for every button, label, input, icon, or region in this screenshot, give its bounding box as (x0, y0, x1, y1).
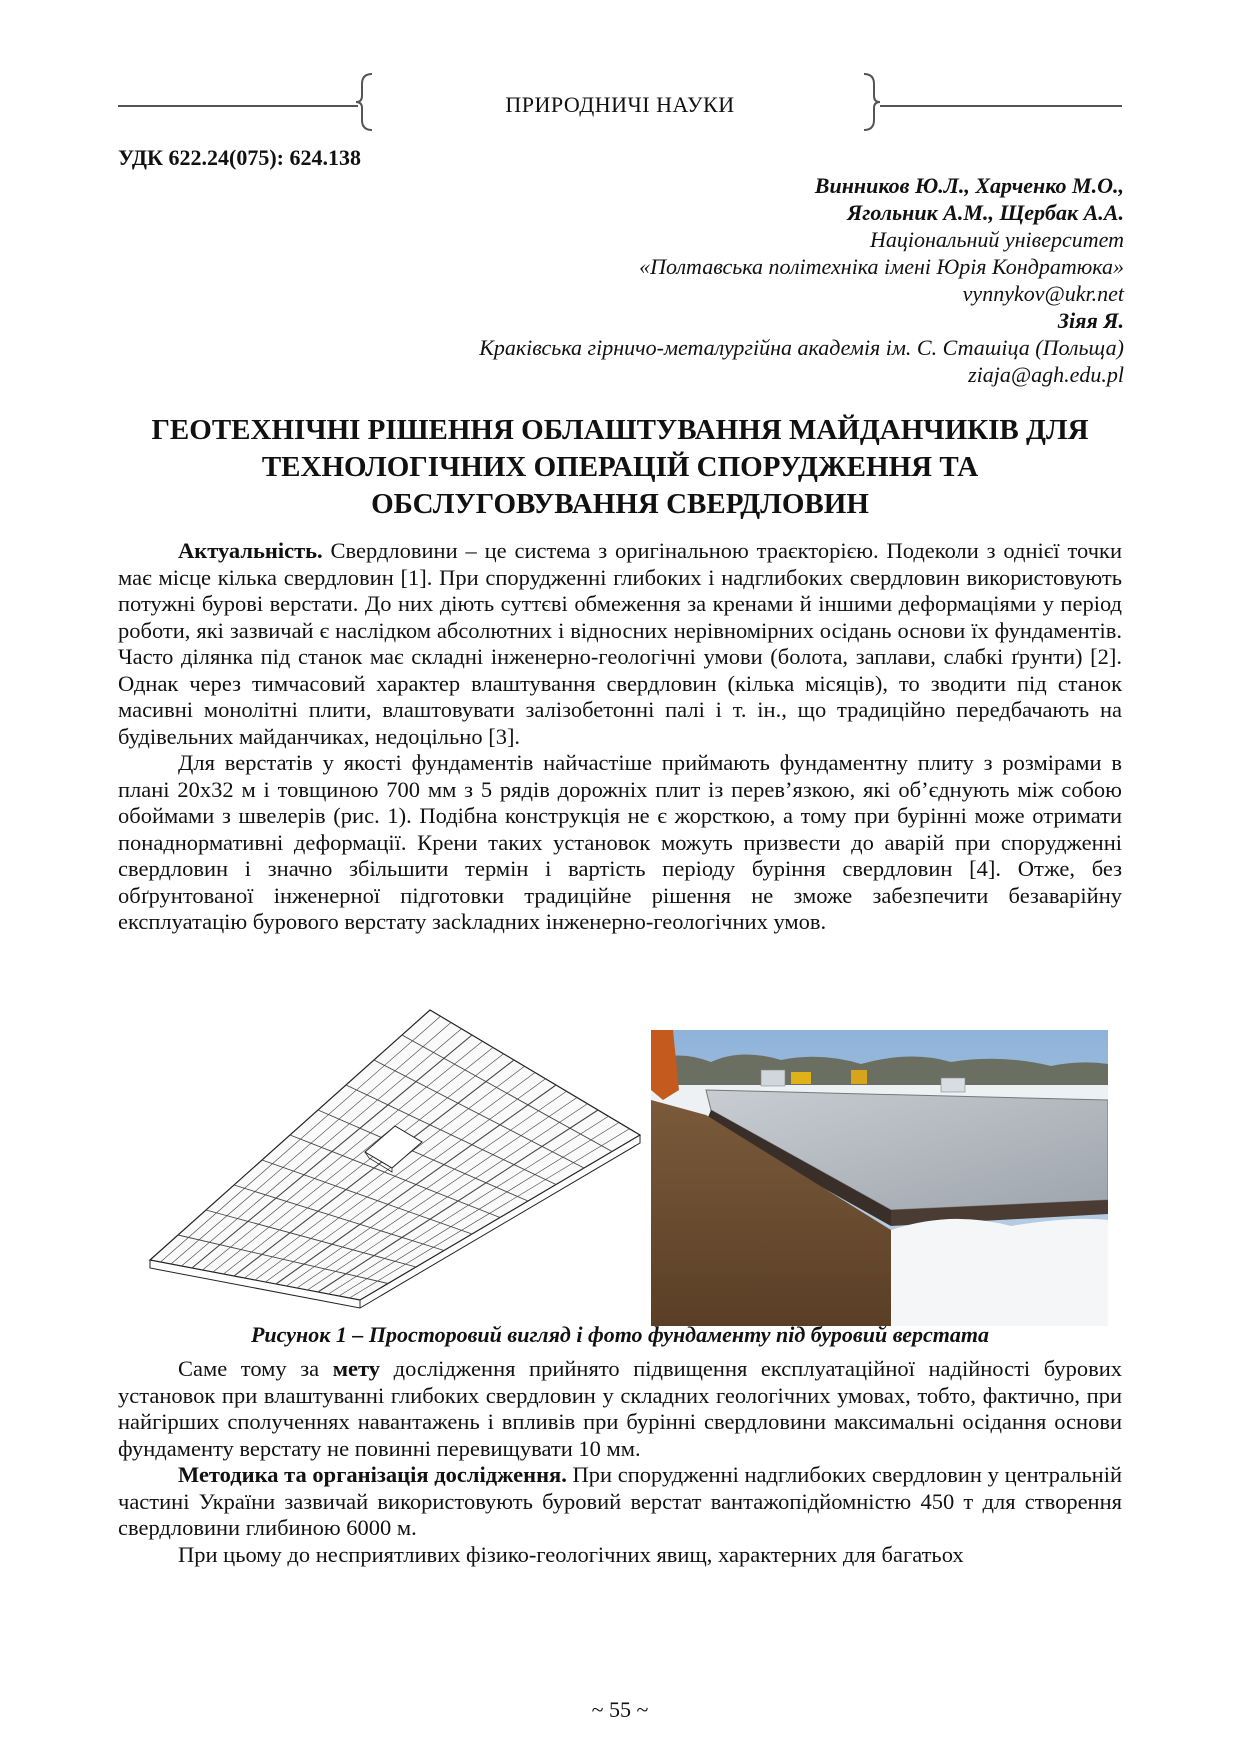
goal-text: дослідження прийнято підвищення експлуатаційної надійності бурових установок при влаштуванні глибоких свердловин у складних геологічних умовах, тобто, фактично, при найгірших сполученнях навантажень і впливів при бурінні свердловини максимальні осідання основи фундаменту верстату не повинні перевищувати 10 мм. (118, 1356, 1122, 1461)
email-2: ziaja@agh.edu.pl (968, 362, 1124, 387)
goal-heading: мету (332, 1356, 381, 1381)
authors-block (224, 172, 1124, 388)
relevance-text: Свердловини – це система з оригінальною траєкторією. Подеколи з однієї точки має місце кілька свердловин [1]. При спорудженні глибоких і надглибоких свердловин використовують потужні бурові верстати. До них діють суттєві обмеження за кренами й іншими деформаціями у період роботи, які зазвичай є наслідком абсолютних і відносних нерівномірних осідань основи їх фундаментів. Часто ділянка під станок має складні інженерно-геологічні умови (болота, заплави, слабкі ґрунти) [2]. Однак через тимчасовий характер влаштування свердловин (кілька місяців), то зводити під станок масивні монолітні плити, влаштовувати залізобетонні палі і т. ін., що традиційно передбачають на будівельних майданчиках, недоцільно [3]. (118, 538, 1122, 749)
method-text: При спорудженні надглибоких свердловин у центральній частині України зазвичай використовують буровий верстат вантажопідйомністю 450 т для створення свердловини глибиною 6000 м. (118, 1462, 1122, 1540)
authors-line-1: Винников Ю.Л., Харченко М.О., (814, 173, 1124, 198)
body-text-top (118, 538, 1122, 936)
method-heading: Методика та організація дослідження. (178, 1462, 567, 1487)
paragraph-continuation: При цьому до несприятливих фізико-геологічних явищ, характерних для багатьох (178, 1541, 964, 1567)
header-rule-right (880, 105, 1122, 107)
affiliation-1a: Національний університет (869, 227, 1124, 252)
title-line-1: ГЕОТЕХНІЧНІ РІШЕННЯ ОБЛАШТУВАННЯ МАЙДАНЧИКІВ ДЛЯ (151, 414, 1089, 446)
title-line-3: ОБСЛУГОВУВАННЯ СВЕРДЛОВИН (371, 488, 869, 520)
relevance-heading: Актуальність. (178, 538, 323, 563)
paragraph-relevance (118, 538, 1122, 750)
figure-caption: Рисунок 1 – Просторовий вигляд і фото фундаменту під буровий верстата (250, 1322, 990, 1347)
email-1: vynnykov@ukr.net (962, 281, 1124, 306)
affiliation-1b: «Полтавська політехніка імені Юрія Кондратюка» (639, 254, 1124, 279)
paragraph-foundations: Для верстатів у якості фундаментів найчастіше приймають фундаментну плиту з розмірами в плані 20х32 м і товщиною 700 мм з 5 рядів дорожніх плит із перев’язкою, які об’єднують між собою обоймами з швелерів (рис. 1). Подібна конструкція не є жорсткою, а тому при бурінні може отримати понаднормативні деформації. Крени таких установок можуть призвести до аварій при спорудженні свердловин і значно збільшити термін і вартість періоду буріння свердловин [4]. Отже, без обґрунтованої інженерної підготовки традиційне рішення не зможе забезпечити безаварійну експлуатацію бурового верстату засkладних інженерно-геологічних умов. (118, 750, 1122, 934)
authors-line-2: Ягольник А.М., Щербак А.А. (847, 200, 1124, 225)
body-text-bottom (118, 1356, 1122, 1568)
goal-pre: Саме тому за (178, 1356, 333, 1381)
header-bracket-right (862, 72, 880, 132)
affiliation-2: Краківська гірничо-металургійна академія ім. С. Сташіца (Польща) (479, 335, 1124, 360)
foundation-photo (651, 1030, 1108, 1326)
paper-title (118, 412, 1122, 523)
section-header: ПРИРОДНИЧІ НАУКИ (505, 92, 735, 117)
title-line-2: ТЕХНОЛОГІЧНИХ ОПЕРАЦІЙ СПОРУДЖЕННЯ ТА (261, 451, 979, 483)
paragraph-method (118, 1462, 1122, 1542)
udc-code: УДК 622.24(075): 624.138 (118, 145, 361, 170)
authors-line-3: Зіяя Я. (1057, 308, 1124, 333)
foundation-isometric-drawing (140, 1000, 645, 1310)
paragraph-goal (118, 1356, 1122, 1462)
page-number: ~ 55 ~ (591, 1697, 649, 1722)
